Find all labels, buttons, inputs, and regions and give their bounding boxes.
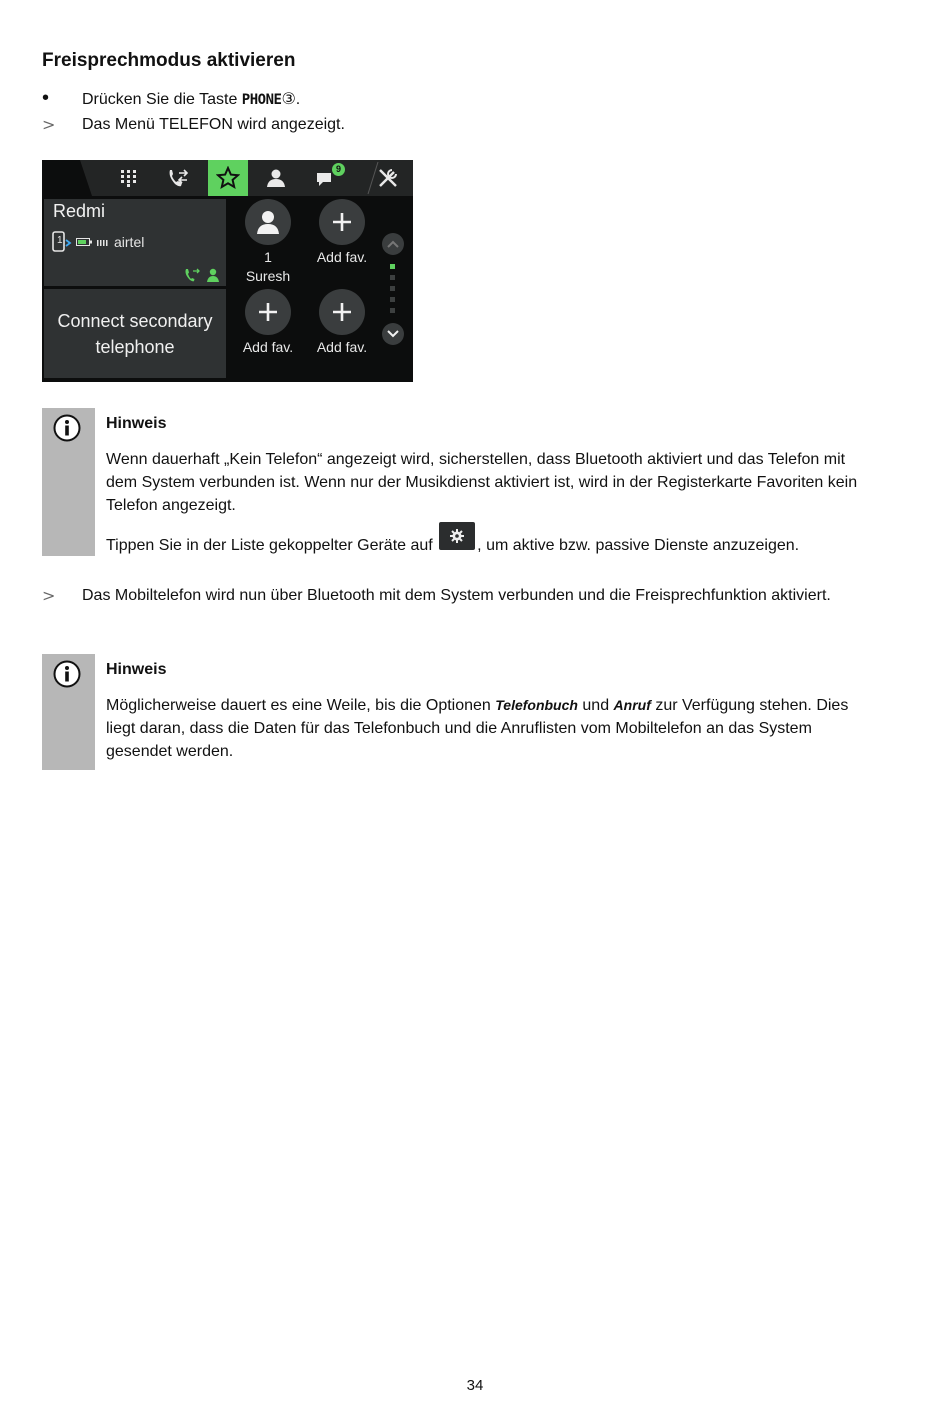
note-title: Hinweis <box>106 661 167 678</box>
note-sidebar <box>42 408 95 556</box>
person-icon <box>257 210 279 234</box>
note-text: zur Verfügung stehen. Dies liegt daran, dass die Daten für das Telefonbuch und die Anruflisten vom Mobiltelefon an das System gesendet werden. <box>106 697 849 760</box>
fav-number: 1 <box>264 249 272 265</box>
plus-icon <box>331 211 353 233</box>
plus-icon <box>331 301 353 323</box>
call-list-icon <box>167 168 189 188</box>
note-hint-1 <box>42 408 872 558</box>
chevron-down-icon <box>387 330 399 338</box>
page-number: 34 <box>466 1377 484 1394</box>
fav-label: Add fav. <box>242 339 294 355</box>
note-sidebar <box>42 654 95 770</box>
plus-icon <box>257 301 279 323</box>
tab-call-list[interactable] <box>158 160 198 196</box>
sim-number: 1 <box>57 235 63 246</box>
option-call: Anruf <box>613 697 651 713</box>
tab-favorites[interactable] <box>208 160 248 196</box>
note-hint-2 <box>42 654 872 770</box>
fav-label: Add fav. <box>316 249 368 265</box>
tab-settings[interactable] <box>368 160 408 196</box>
result-marker: > <box>42 115 56 134</box>
chevron-up-icon <box>387 240 399 248</box>
result-marker: > <box>42 586 56 605</box>
paired-device-card[interactable] <box>44 199 226 286</box>
note-paragraph <box>106 526 876 557</box>
star-icon <box>216 166 240 190</box>
key-reference: ③ <box>281 91 296 108</box>
device-name: Redmi <box>53 201 106 221</box>
tab-contacts[interactable] <box>256 160 296 196</box>
info-icon <box>53 414 81 442</box>
page-indicator-dot <box>390 297 395 302</box>
note-body <box>106 412 876 557</box>
fav-slot-suresh[interactable] <box>231 199 305 286</box>
note-paragraph: Wenn dauerhaft „Kein Telefon“ angezeigt wird, sicherstellen, dass Bluetooth aktiviert und das Telefon mit dem System verbunden ist. Wenn nur der Musikdienst aktiviert ist, wird in der Registerkarte Favoriten kein Telefon angezeigt. <box>106 451 858 514</box>
phone-menu-screen <box>42 160 413 382</box>
scroll-down-button[interactable] <box>382 323 404 345</box>
fav-add-circle <box>319 289 365 335</box>
tab-bar <box>42 160 413 196</box>
active-services-icons <box>184 267 222 283</box>
page-indicator-dot <box>390 286 395 291</box>
bullet: • <box>42 87 50 109</box>
note-text: Tippen Sie in der Liste gekoppelter Geräte auf <box>106 537 438 554</box>
device-status-row <box>52 231 144 253</box>
gear-icon <box>450 529 464 543</box>
note-text: Möglicherweise dauert es eine Weile, bis die Optionen <box>106 697 496 714</box>
fav-slot-add[interactable] <box>305 289 379 357</box>
step-text: Das Menü TELEFON wird angezeigt. <box>82 116 345 133</box>
note-body <box>106 658 876 763</box>
info-icon <box>53 660 81 688</box>
connect-label: Connect secondary telephone <box>57 310 213 357</box>
fav-slot-add[interactable] <box>231 289 305 357</box>
fav-add-circle <box>319 199 365 245</box>
note-text: , um aktive bzw. passive Dienste anzuzeigen. <box>477 537 800 554</box>
operator-name: airtel <box>114 234 145 250</box>
step-text: Drücken Sie die Taste <box>82 91 242 108</box>
option-phonebook: Telefonbuch <box>495 697 578 713</box>
battery-icon <box>76 238 92 246</box>
step-text: Das Mobiltelefon wird nun über Bluetooth mit dem System verbunden und die Freisprechfunktion aktiviert. <box>82 587 831 604</box>
fav-avatar <box>245 199 291 245</box>
page-indicator-dot <box>390 264 395 269</box>
page-indicator-dot <box>390 275 395 280</box>
fav-label: Add fav. <box>316 339 368 355</box>
fav-label: Suresh <box>245 268 291 284</box>
fav-slot-add[interactable] <box>305 199 379 267</box>
note-text: und <box>577 697 614 714</box>
fav-add-circle <box>245 289 291 335</box>
connect-secondary-telephone-button[interactable] <box>44 289 226 378</box>
page-indicator-dot <box>390 308 395 313</box>
tools-icon <box>377 167 399 189</box>
messages-count-badge: 9 <box>332 163 345 176</box>
note-paragraph <box>106 694 876 763</box>
scroll-up-button[interactable] <box>382 233 404 255</box>
step-punct: . <box>295 91 301 108</box>
phone-key-label: PHONE <box>241 92 282 108</box>
settings-gear-button <box>439 522 475 550</box>
page-heading: Freisprechmodus aktivieren <box>42 50 296 71</box>
signal-icon <box>96 238 110 246</box>
keypad-icon <box>120 169 138 187</box>
tab-keypad[interactable] <box>109 160 149 196</box>
contacts-icon <box>266 168 286 188</box>
note-title: Hinweis <box>106 415 167 432</box>
